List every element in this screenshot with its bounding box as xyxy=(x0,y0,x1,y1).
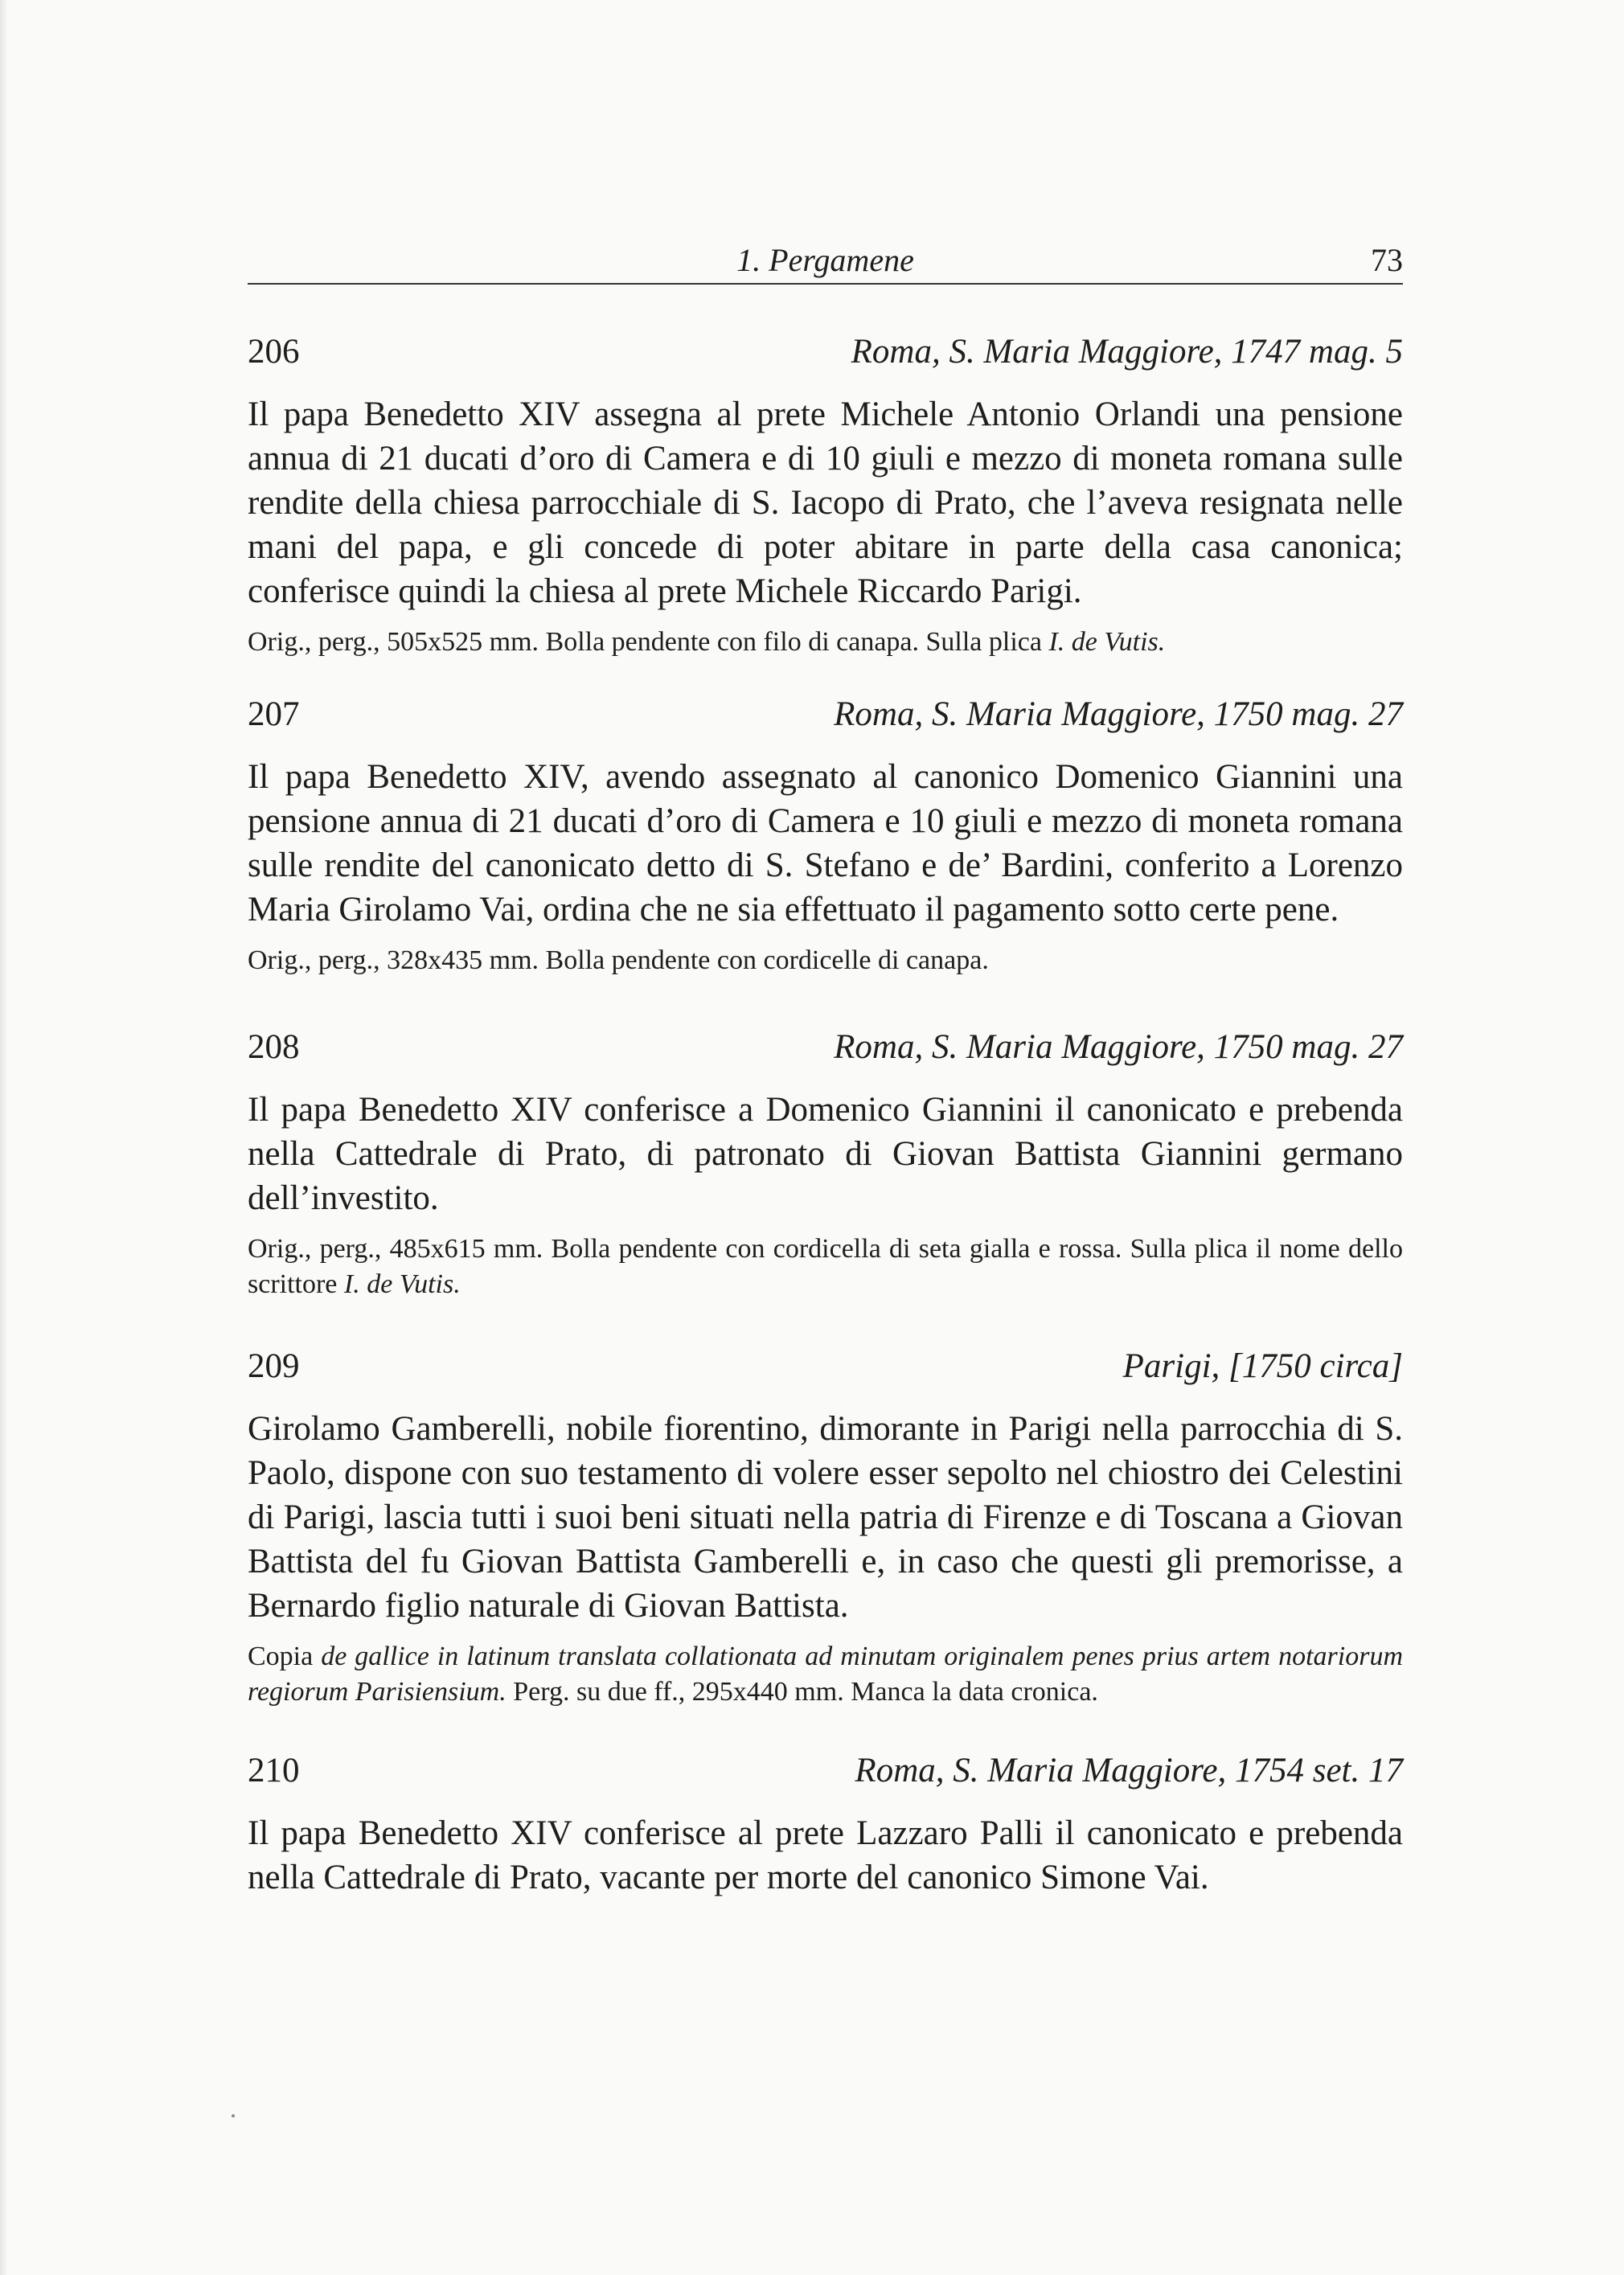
description-lead: Copia xyxy=(248,1642,314,1671)
running-header xyxy=(248,241,1403,285)
entry-description xyxy=(248,1232,1403,1302)
entry-place-date: Roma, S. Maria Maggiore, 1754 set. 17 xyxy=(855,1752,1403,1789)
description-italic: de gallice in latinum translata collationata ad minutam originalem penes prius artem notariorum regiorum Parisiensium. xyxy=(248,1642,1404,1707)
description-text: Orig., perg., 485x615 mm. Bolla pendente con cordicella di seta gialla e rossa. Sulla plica il nome dello scrittore xyxy=(248,1234,1403,1299)
entry-heading xyxy=(248,1027,1403,1068)
entry-number: 209 xyxy=(248,1347,300,1385)
entry-place-date: Roma, S. Maria Maggiore, 1747 mag. 5 xyxy=(851,333,1403,371)
entry-heading xyxy=(248,1750,1403,1792)
entry-abstract: Il papa Benedetto XIV conferisce a Domenico Giannini il canonicato e prebenda nella Cattedrale di Prato, di patronato di Giovan Battista Giannini germano dell’investito. xyxy=(248,1091,1403,1217)
entry-abstract: Girolamo Gamberelli, nobile fiorentino, dimorante in Parigi nella parrocchia di S. Paolo, dispone con suo testamento di volere esser sepolto nel chiostro dei Celestini di Parigi, lascia tutti i suoi beni situati nella patria di Firenze e di Toscana a Giovan Battista del fu Giovan Battista Gamberelli e, in caso che questi gli premorisse, a Bernardo figlio naturale di Giovan Battista. xyxy=(248,1410,1403,1625)
entry-abstract: Il papa Benedetto XIV assegna al prete Michele Antonio Orlandi una pensione annua di 21 ducati d’oro di Camera e di 10 giuli e mezzo di moneta romana sulle rendite della chiesa parrocchiale di S. Iacopo di Prato, che l’aveva resignata nelle mani del papa, e gli concede di poter abitare in parte della casa canonica; conferisce quindi la chiesa al prete Michele Riccardo Parigi. xyxy=(248,396,1403,610)
entry-heading xyxy=(248,331,1403,373)
page-edge-shadow xyxy=(0,0,8,2275)
entry-number: 210 xyxy=(248,1752,300,1789)
entry-number: 208 xyxy=(248,1028,300,1066)
entry-number: 207 xyxy=(248,695,300,733)
entry-number: 206 xyxy=(248,333,300,371)
entry-208 xyxy=(248,1027,1403,1302)
entry-place-date: Parigi, [1750 circa] xyxy=(1122,1347,1403,1385)
entry-206 xyxy=(248,331,1403,660)
entry-description xyxy=(248,1639,1403,1710)
scan-speck xyxy=(232,2114,235,2117)
description-italic: I. de Vutis. xyxy=(1048,627,1166,657)
entry-abstract: Il papa Benedetto XIV, avendo assegnato al canonico Domenico Giannini una pensione annua di 21 ducati d’oro di Camera e 10 giuli e mezzo di moneta romana sulle rendite del canonicato detto di S. Stefano e de’ Bardini, conferito a Lorenzo Maria Girolamo Vai, ordina che ne sia effettuato il pagamento sotto certe pene. xyxy=(248,758,1403,928)
entry-abstract: Il papa Benedetto XIV conferisce al prete Lazzaro Palli il canonicato e prebenda nella Cattedrale di Prato, vacante per morte del canonico Simone Vai. xyxy=(248,1814,1403,1896)
section-title: 1. Pergamene xyxy=(736,242,914,278)
entry-place-date: Roma, S. Maria Maggiore, 1750 mag. 27 xyxy=(834,1028,1403,1066)
entry-209 xyxy=(248,1346,1403,1710)
entry-210 xyxy=(248,1750,1403,1900)
entry-207 xyxy=(248,694,1403,978)
description-text: Orig., perg., 328x435 mm. Bolla pendente con cordicelle di canapa. xyxy=(248,945,989,975)
entry-description xyxy=(248,625,1403,660)
page-content xyxy=(248,241,1403,1900)
entry-place-date: Roma, S. Maria Maggiore, 1750 mag. 27 xyxy=(834,695,1403,733)
description-text: Orig., perg., 505x525 mm. Bolla pendente con filo di canapa. Sulla plica xyxy=(248,627,1042,657)
description-text: Perg. su due ff., 295x440 mm. Manca la data cronica. xyxy=(513,1677,1098,1707)
page-number: 73 xyxy=(1371,242,1403,278)
entry-heading xyxy=(248,1346,1403,1388)
description-italic: I. de Vutis. xyxy=(343,1269,461,1299)
entry-description xyxy=(248,943,1403,978)
entry-heading xyxy=(248,694,1403,736)
